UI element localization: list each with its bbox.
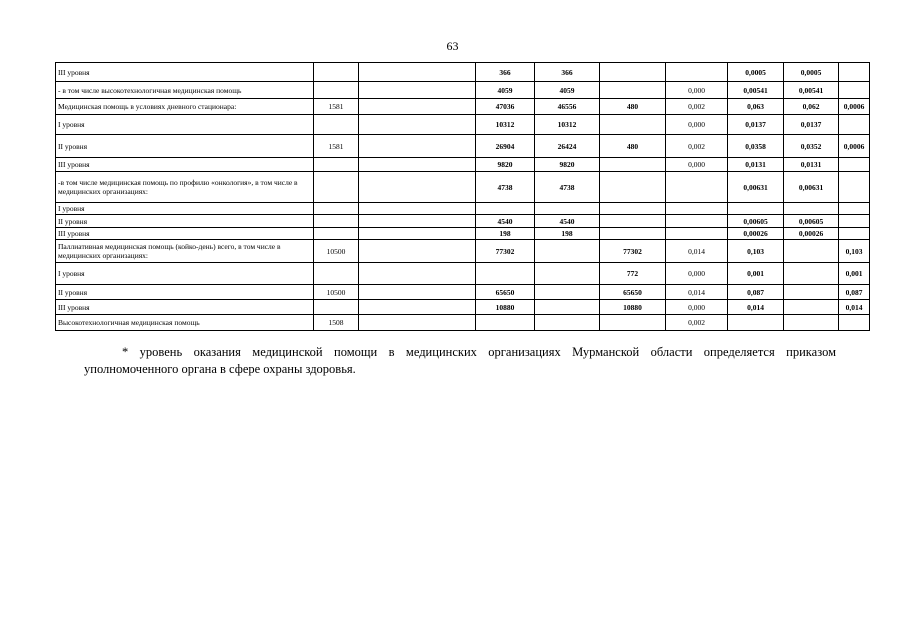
table-row bbox=[56, 300, 870, 315]
table-cell: 0,00026 bbox=[784, 228, 839, 240]
table-cell: 77302 bbox=[476, 240, 535, 263]
table-cell: - в том числе высокотехнологичная медицинская помощь bbox=[56, 82, 314, 99]
table-cell: 0,002 bbox=[666, 315, 728, 331]
table-cell: 0,0006 bbox=[839, 99, 870, 115]
table-cell: 0,0131 bbox=[728, 158, 784, 172]
table-cell: 0,00631 bbox=[784, 172, 839, 203]
table-cell: I уровня bbox=[56, 263, 314, 285]
table-cell bbox=[535, 240, 600, 263]
table-cell: 0,000 bbox=[666, 300, 728, 315]
table-cell bbox=[839, 315, 870, 331]
table-cell bbox=[535, 315, 600, 331]
table-cell: 0,002 bbox=[666, 99, 728, 115]
table-cell: 0,002 bbox=[666, 135, 728, 158]
table-cell: 0,000 bbox=[666, 115, 728, 135]
table-cell: 0,014 bbox=[728, 300, 784, 315]
table-cell bbox=[314, 228, 359, 240]
table-cell: 198 bbox=[535, 228, 600, 240]
table-cell: 26904 bbox=[476, 135, 535, 158]
table-cell: 0,0352 bbox=[784, 135, 839, 158]
table-cell bbox=[784, 263, 839, 285]
table-cell bbox=[839, 82, 870, 99]
table-cell bbox=[784, 203, 839, 215]
table-cell bbox=[314, 172, 359, 203]
table-cell: 46556 bbox=[535, 99, 600, 115]
table-cell: 0,0358 bbox=[728, 135, 784, 158]
table-cell: 26424 bbox=[535, 135, 600, 158]
table-cell: 0,0005 bbox=[728, 63, 784, 82]
table-cell bbox=[784, 285, 839, 300]
table-cell bbox=[600, 315, 666, 331]
table-cell: 10500 bbox=[314, 285, 359, 300]
table-body bbox=[56, 63, 870, 331]
table-cell bbox=[359, 99, 476, 115]
table-cell: 0,0137 bbox=[728, 115, 784, 135]
table-cell: 4738 bbox=[476, 172, 535, 203]
table-cell bbox=[359, 135, 476, 158]
table-cell bbox=[600, 172, 666, 203]
table-row bbox=[56, 285, 870, 300]
page-number: 63 bbox=[446, 39, 459, 53]
table-row bbox=[56, 135, 870, 158]
table-cell bbox=[666, 215, 728, 228]
table-cell bbox=[359, 240, 476, 263]
table-cell bbox=[666, 63, 728, 82]
table-cell: 0,0005 bbox=[784, 63, 839, 82]
footnote bbox=[84, 344, 836, 378]
table-cell: 65650 bbox=[476, 285, 535, 300]
table-cell bbox=[666, 203, 728, 215]
table-cell: 0,001 bbox=[839, 263, 870, 285]
table-cell: -в том числе медицинская помощь по профилю «онкология», в том числе в медицинских организациях: bbox=[56, 172, 314, 203]
table-cell: 4540 bbox=[535, 215, 600, 228]
table-cell bbox=[839, 172, 870, 203]
table-cell: Высокотехнологичная медицинская помощь bbox=[56, 315, 314, 331]
table-cell: 366 bbox=[476, 63, 535, 82]
table-cell: 0,0131 bbox=[784, 158, 839, 172]
table-cell bbox=[359, 82, 476, 99]
table-cell bbox=[314, 263, 359, 285]
table-cell bbox=[839, 215, 870, 228]
table-cell bbox=[476, 263, 535, 285]
table-cell: 772 bbox=[600, 263, 666, 285]
table-cell bbox=[600, 215, 666, 228]
table-cell bbox=[314, 115, 359, 135]
table-cell bbox=[666, 172, 728, 203]
table-cell bbox=[600, 115, 666, 135]
table-cell bbox=[359, 115, 476, 135]
table-cell bbox=[314, 300, 359, 315]
table-cell: II уровня bbox=[56, 215, 314, 228]
table-row bbox=[56, 228, 870, 240]
table-cell: 0,087 bbox=[839, 285, 870, 300]
footnote-line-2: уполномоченного органа в сфере охраны здоровья. bbox=[84, 362, 356, 376]
table-cell bbox=[314, 82, 359, 99]
table-row bbox=[56, 115, 870, 135]
table-cell: III уровня bbox=[56, 158, 314, 172]
table-cell: 0,00605 bbox=[728, 215, 784, 228]
table-cell: 0,103 bbox=[728, 240, 784, 263]
table-cell: Паллиативная медицинская помощь (койко-день) всего, в том числе в медицинских организациях: bbox=[56, 240, 314, 263]
table-cell bbox=[600, 203, 666, 215]
table-cell: 4738 bbox=[535, 172, 600, 203]
table-cell: III уровня bbox=[56, 228, 314, 240]
table-cell bbox=[359, 172, 476, 203]
table-cell: 47036 bbox=[476, 99, 535, 115]
table-cell bbox=[728, 203, 784, 215]
table-cell: II уровня bbox=[56, 135, 314, 158]
table-row bbox=[56, 203, 870, 215]
table-cell: III уровня bbox=[56, 300, 314, 315]
table-cell bbox=[535, 285, 600, 300]
table-cell: 0,00541 bbox=[728, 82, 784, 99]
data-table bbox=[55, 62, 870, 331]
table-cell: 0,00605 bbox=[784, 215, 839, 228]
table-cell bbox=[359, 263, 476, 285]
table-row bbox=[56, 158, 870, 172]
table-cell bbox=[784, 315, 839, 331]
table-cell bbox=[666, 228, 728, 240]
table-cell bbox=[839, 228, 870, 240]
table-cell: 0,001 bbox=[728, 263, 784, 285]
table-cell: 9820 bbox=[476, 158, 535, 172]
table-cell bbox=[728, 315, 784, 331]
table-cell: 0,000 bbox=[666, 82, 728, 99]
table-cell: 0,103 bbox=[839, 240, 870, 263]
table-row bbox=[56, 172, 870, 203]
table-cell bbox=[359, 315, 476, 331]
table-cell: 1581 bbox=[314, 99, 359, 115]
table-cell bbox=[839, 158, 870, 172]
table-cell: 480 bbox=[600, 99, 666, 115]
table-cell bbox=[839, 115, 870, 135]
table-cell bbox=[314, 203, 359, 215]
table-row bbox=[56, 63, 870, 82]
table-cell bbox=[784, 300, 839, 315]
table-cell bbox=[359, 300, 476, 315]
table-cell: 198 bbox=[476, 228, 535, 240]
table-cell: 0,063 bbox=[728, 99, 784, 115]
table-cell: 0,000 bbox=[666, 158, 728, 172]
table-cell bbox=[314, 158, 359, 172]
table-cell bbox=[839, 203, 870, 215]
table-cell: 0,0137 bbox=[784, 115, 839, 135]
table-row bbox=[56, 315, 870, 331]
table-cell bbox=[359, 215, 476, 228]
table-cell: 10880 bbox=[600, 300, 666, 315]
table-cell bbox=[784, 240, 839, 263]
table-cell: 480 bbox=[600, 135, 666, 158]
table-cell: 0,0006 bbox=[839, 135, 870, 158]
table-cell: 10312 bbox=[476, 115, 535, 135]
table-cell: 0,000 bbox=[666, 263, 728, 285]
table-cell: 4059 bbox=[535, 82, 600, 99]
table-cell bbox=[359, 63, 476, 82]
footnote-line-1: * уровень оказания медицинской помощи в медицинских организациях Мурманской области определяется приказом bbox=[122, 345, 836, 359]
table-cell: I уровня bbox=[56, 115, 314, 135]
table-cell: 0,00541 bbox=[784, 82, 839, 99]
table-row bbox=[56, 240, 870, 263]
table-cell: 10880 bbox=[476, 300, 535, 315]
table-cell bbox=[314, 215, 359, 228]
table-row bbox=[56, 82, 870, 99]
table-cell bbox=[314, 63, 359, 82]
table-cell bbox=[535, 263, 600, 285]
table-row bbox=[56, 215, 870, 228]
table-cell bbox=[600, 158, 666, 172]
table-cell: 1508 bbox=[314, 315, 359, 331]
table-row bbox=[56, 263, 870, 285]
table-cell: Медицинская помощь в условиях дневного стационара: bbox=[56, 99, 314, 115]
table-cell: 4540 bbox=[476, 215, 535, 228]
table-cell: 10500 bbox=[314, 240, 359, 263]
table-cell bbox=[476, 203, 535, 215]
table-cell: 77302 bbox=[600, 240, 666, 263]
table-cell bbox=[600, 63, 666, 82]
table-cell: 10312 bbox=[535, 115, 600, 135]
table-cell bbox=[476, 315, 535, 331]
table-cell: 1581 bbox=[314, 135, 359, 158]
table-cell: 0,00026 bbox=[728, 228, 784, 240]
table-cell: 0,087 bbox=[728, 285, 784, 300]
table-cell: 9820 bbox=[535, 158, 600, 172]
table-cell: III уровня bbox=[56, 63, 314, 82]
table-cell: 366 bbox=[535, 63, 600, 82]
table-cell: 0,014 bbox=[839, 300, 870, 315]
table-cell bbox=[600, 82, 666, 99]
table-cell: 0,00631 bbox=[728, 172, 784, 203]
table-row bbox=[56, 99, 870, 115]
table-cell bbox=[600, 228, 666, 240]
table-cell: 65650 bbox=[600, 285, 666, 300]
table-cell bbox=[359, 285, 476, 300]
table-cell bbox=[359, 228, 476, 240]
table-cell bbox=[535, 203, 600, 215]
table-cell bbox=[359, 158, 476, 172]
table-cell: 4059 bbox=[476, 82, 535, 99]
table-cell bbox=[359, 203, 476, 215]
table-cell: 0,014 bbox=[666, 240, 728, 263]
table-cell bbox=[535, 300, 600, 315]
table-cell: 0,014 bbox=[666, 285, 728, 300]
table-cell: II уровня bbox=[56, 285, 314, 300]
table-cell bbox=[839, 63, 870, 82]
table-cell: 0,062 bbox=[784, 99, 839, 115]
table-cell: I уровня bbox=[56, 203, 314, 215]
